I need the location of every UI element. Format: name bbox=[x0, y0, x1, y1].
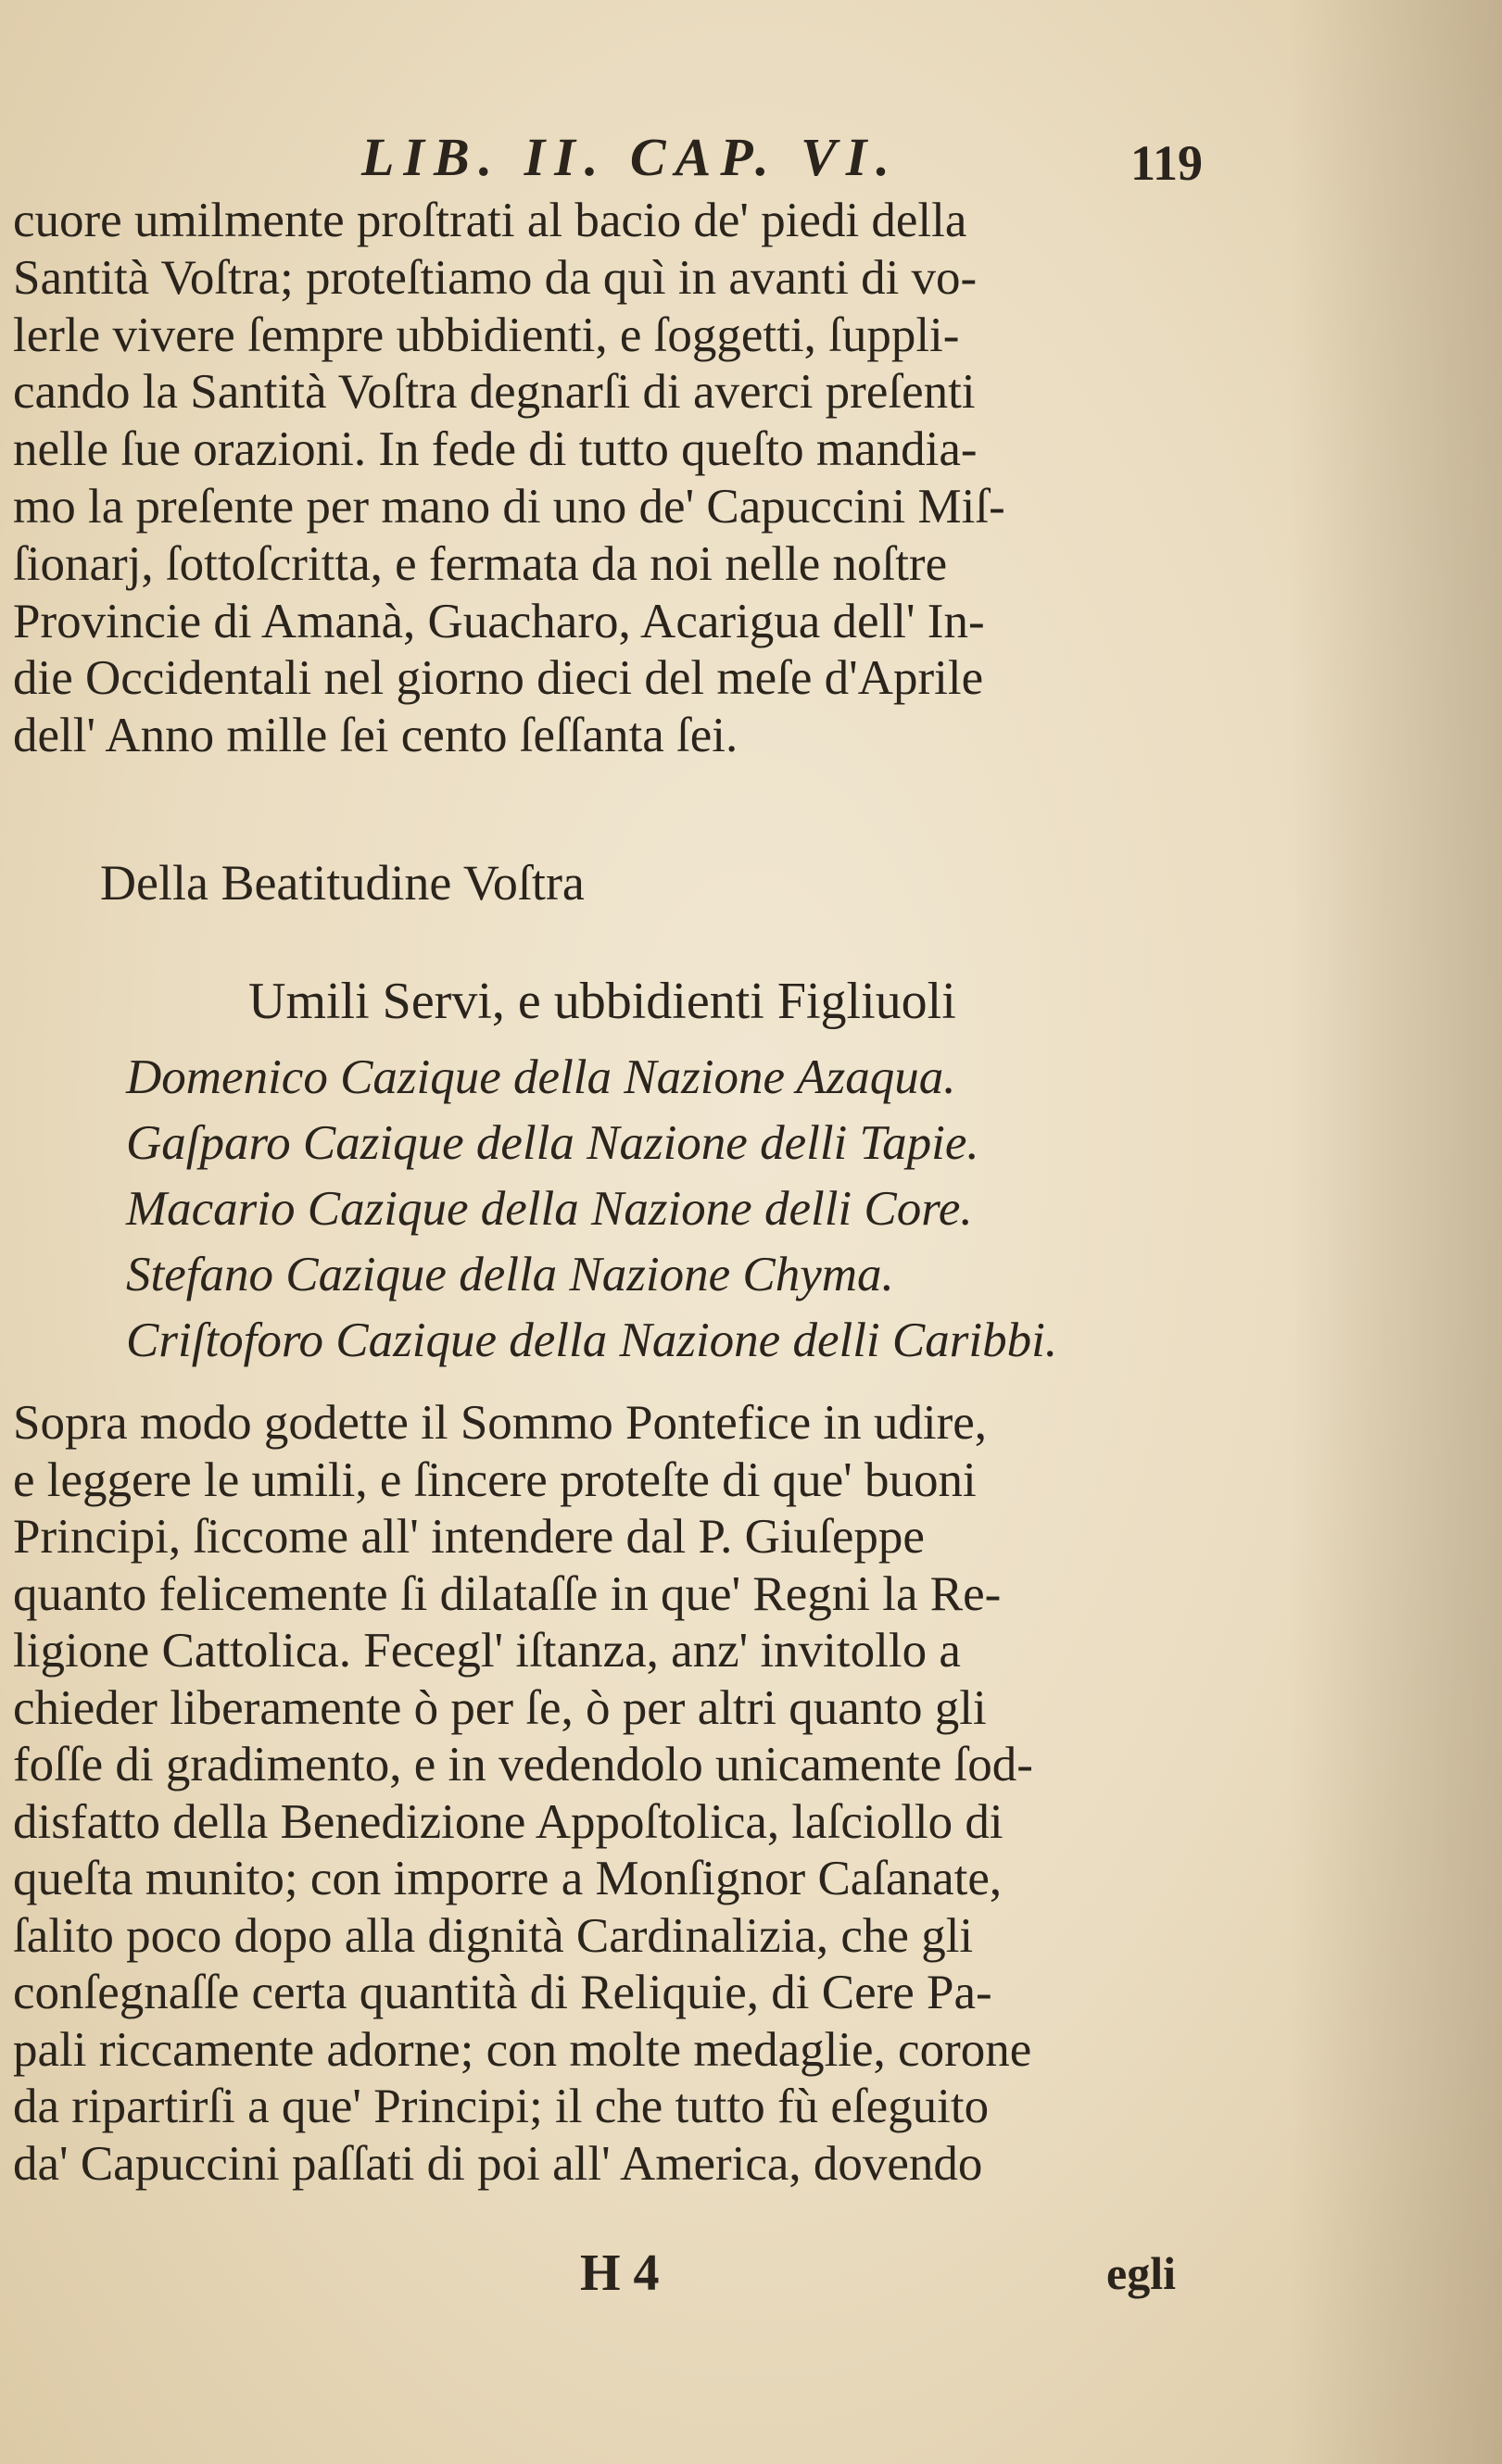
text-line: Santità Voſtra; proteſtiamo da quì in avanti di vo- bbox=[13, 250, 978, 305]
text-line: quanto felicemente ſi dilataſſe in que' Regni la Re- bbox=[13, 1566, 1002, 1621]
signatory: Gaſparo Cazique della Nazione delli Tapie. bbox=[126, 1116, 979, 1170]
text-line: disfatto della Benedizione Appoſtolica, laſciollo di bbox=[13, 1794, 1003, 1849]
running-title: LIB. II. CAP. VI. bbox=[361, 127, 899, 187]
text-line: da ripartirſi a que' Principi; il che tutto fù eſeguito bbox=[13, 2080, 990, 2133]
signatory: Criſtoforo Cazique della Nazione delli Caribbi. bbox=[126, 1314, 1058, 1367]
subscription-title: Umili Servi, e ubbidienti Figliuoli bbox=[248, 973, 956, 1030]
page-footer bbox=[0, 2236, 1502, 2310]
text-line: cuore umilmente proſtrati al bacio de' piedi della bbox=[13, 194, 967, 247]
signatory: Stefano Cazique della Nazione Chyma. bbox=[126, 1248, 894, 1301]
narrative-paragraph bbox=[13, 1395, 1282, 2193]
text-line: da' Capuccini paſſati di poi all' America, dovendo bbox=[13, 2136, 983, 2191]
text-line: foſſe di gradimento, e in vedendolo unicamente ſod- bbox=[13, 1738, 1033, 1791]
text-line: ſionarj, ſottoſcritta, e fermata da noi nelle noſtre bbox=[13, 536, 948, 591]
text-line: lerle vivere ſempre ubbidienti, e ſoggetti, ſuppli- bbox=[13, 308, 960, 362]
text-line: Principi, ſiccome all' intendere dal P. Giuſeppe bbox=[13, 1510, 925, 1564]
text-line: nelle ſue orazioni. In fede di tutto queſto mandia- bbox=[13, 422, 978, 477]
signature-mark: H 4 bbox=[580, 2244, 660, 2302]
text-line: pali riccamente adorne; con molte medaglie, corone bbox=[13, 2022, 1032, 2077]
text-line: e leggere le umili, e ſincere proteſte di que' buoni bbox=[13, 1452, 977, 1507]
text-line: ſalito poco dopo alla dignità Cardinalizia, che gli bbox=[13, 1908, 974, 1963]
salutation: Della Beatitudine Voſtra bbox=[100, 855, 585, 911]
text-line: dell' Anno mille ſei cento ſeſſanta ſei. bbox=[13, 709, 738, 763]
signatories-list bbox=[126, 1045, 1284, 1374]
text-line: mo la preſente per mano di uno de' Capuccini Miſ- bbox=[13, 479, 1005, 534]
page-header bbox=[0, 120, 1502, 195]
text-line: Sopra modo godette il Sommo Pontefice in udire, bbox=[13, 1396, 988, 1450]
text-line: conſegnaſſe certa quantità di Reliquie, di Cere Pa- bbox=[13, 1966, 992, 2019]
page-number: 119 bbox=[1130, 135, 1204, 191]
text-line: chieder liberamente ò per ſe, ò per altri quanto gli bbox=[13, 1680, 987, 1735]
text-line: ligione Cattolica. Fecegl' iſtanza, anz' invitollo a bbox=[13, 1624, 961, 1678]
catchword: egli bbox=[1106, 2247, 1176, 2299]
letter-body bbox=[13, 193, 1282, 765]
signatory: Domenico Cazique della Nazione Azaqua. bbox=[126, 1050, 956, 1104]
text-line: cando la Santità Voſtra degnarſi di averci preſenti bbox=[13, 365, 976, 420]
signatory: Macario Cazique della Nazione delli Core. bbox=[126, 1182, 973, 1236]
text-line: die Occidentali nel giorno dieci del meſe d'Aprile bbox=[13, 651, 984, 706]
page-gutter-shadow bbox=[1289, 0, 1502, 2464]
text-line: queſta munito; con imporre a Monſignor Caſanate, bbox=[13, 1852, 1003, 1905]
text-line: Provincie di Amanà, Guacharo, Acarigua dell' In- bbox=[13, 594, 985, 648]
